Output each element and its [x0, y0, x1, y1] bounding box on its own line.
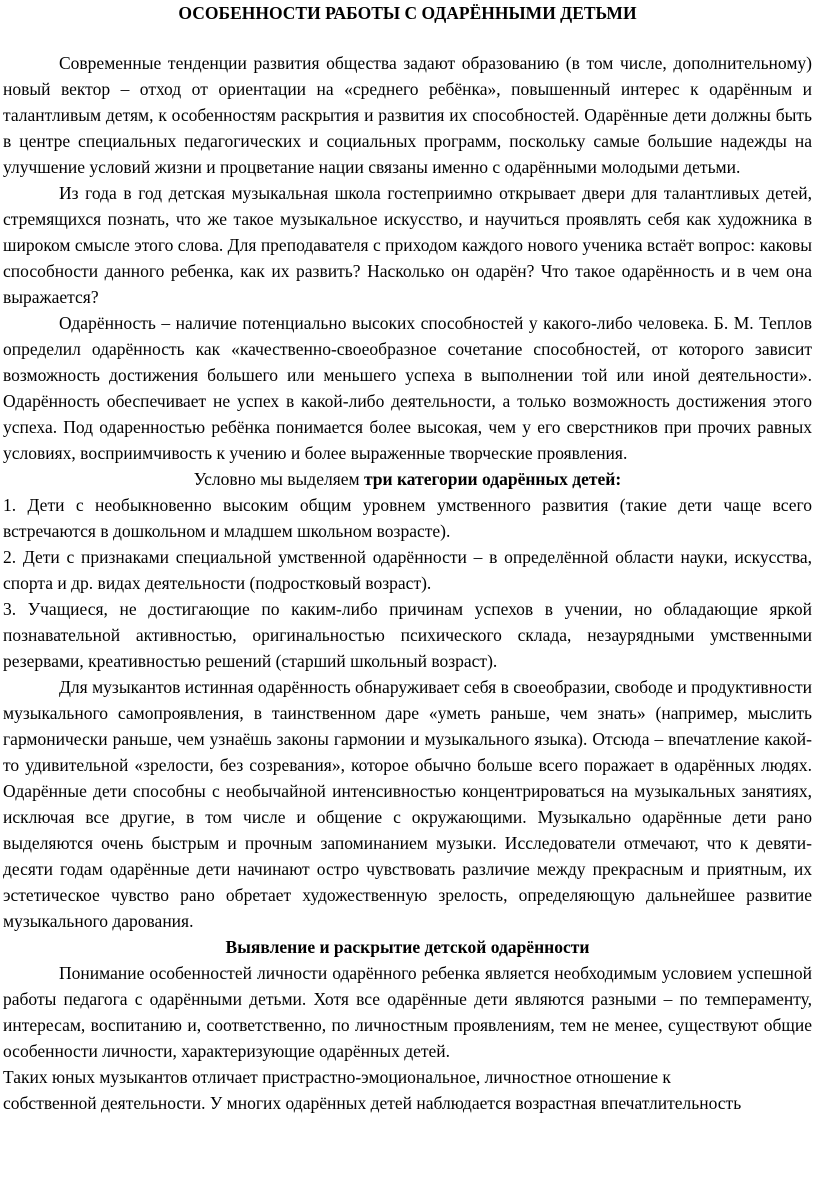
category-item-1: 1. Дети с необыкновенно высоким общим уровнем умственного развития (такие дети чаще всего встречаются в дошкольном и младшем школьном возрасте).	[3, 495, 812, 541]
category-item-2: 2. Дети с признаками специальной умственной одарённости – в определённой области науки, искусства, спорта и др. видах деятельности (подростковый возраст).	[3, 547, 812, 593]
paragraph-intro: Современные тенденции развития общества задают образованию (в том числе, дополнительному) новый вектор – отход от ориентации на «среднего ребёнка», повышенный интерес к одарённым и талантливым детям, к особенностям раскрытия и развития их способностей. Одарённые дети должны быть в центре специальных педагогических и социальных программ, поскольку самые большие надежды на улучшение условий жизни и процветание нации связаны именно с одарёнными молодыми детьми.	[3, 53, 812, 177]
paragraph-personality: Понимание особенностей личности одарённого ребенка является необходимым условием успешной работы педагога с одарёнными детьми. Хотя все одарённые дети являются разными – по темпераменту, интересам, воспитанию и, соответственно, по личностным проявлениям, тем не менее, существуют общие особенности личности, характеризующие одарённых детей.	[3, 963, 812, 1061]
section-subtitle: Выявление и раскрытие детской одарённости	[225, 937, 590, 957]
categories-bold: три категории одарённых детей:	[363, 469, 622, 489]
category-item-3: 3. Учащиеся, не достигающие по каким-либо причинам успехов в учении, но обладающие яркой познавательной активностью, оригинальностью психического склада, незаурядными умственными резервами, креативностью решений (старший школьный возраст).	[3, 599, 812, 671]
categories-lead: Условно мы выделяем	[193, 469, 364, 489]
categories-heading	[3, 466, 812, 492]
paragraph-young-musicians-line1: Таких юных музыкантов отличает пристрастно-эмоциональное, личностное отношение к	[3, 1067, 671, 1087]
paragraph-musicians: Для музыкантов истинная одарённость обнаруживает себя в своеобразии, свободе и продуктивности музыкального самопроявления, в таинственном даре «уметь раньше, чем знать» (например, мыслить гармонически раньше, чем узнаёшь законы гармонии и музыкального языка). Отсюда – впечатление какой-то удивительной «зрелости, без созревания», которое обычно больше всего поражает в одарённых людях. Одарённые дети способны с необычайной интенсивностью концентрироваться на музыкальных занятиях, исключая все другие, в том числе и общение с окружающими. Музыкально одарённые дети рано выделяются очень быстрым и прочным запоминанием музыки. Исследователи отмечают, что к девяти-десяти годам одарённые дети начинают остро чувствовать различие между прекрасным и приятным, их эстетическое чувство рано обретает художественную зрелость, определяющую дальнейшее развитие музыкального дарования.	[3, 677, 812, 931]
paragraph-music-school: Из года в год детская музыкальная школа гостеприимно открывает двери для талантливых детей, стремящихся познать, что же такое музыкальное искусство, и научиться проявлять себя как художника в широком смысле этого слова. Для преподавателя с приходом каждого нового ученика встаёт вопрос: каковы способности данного ребенка, как их развить? Насколько он одарён? Что такое одарённость и в чем она выражается?	[3, 183, 812, 307]
paragraph-young-musicians-line2: собственной деятельности. У многих одарённых детей наблюдается возрастная впечатлительность	[3, 1093, 742, 1113]
document-title: ОСОБЕННОСТИ РАБОТЫ С ОДАРЁННЫМИ ДЕТЬМИ	[178, 3, 637, 23]
paragraph-giftedness-definition: Одарённость – наличие потенциально высоких способностей у какого-либо человека. Б. М. Теплов определил одарённость как «качественно-своеобразное сочетание способностей, от которого зависит возможность достижения большего или меньшего успеха в выполнении той или иной деятельности». Одарённость обеспечивает не успех в какой-либо деятельности, а только возможность достижения этого успеха. Под одаренностью ребёнка понимается более высокая, чем у его сверстников при прочих равных условиях, восприимчивость к учению и более выраженные творческие проявления.	[3, 313, 812, 463]
